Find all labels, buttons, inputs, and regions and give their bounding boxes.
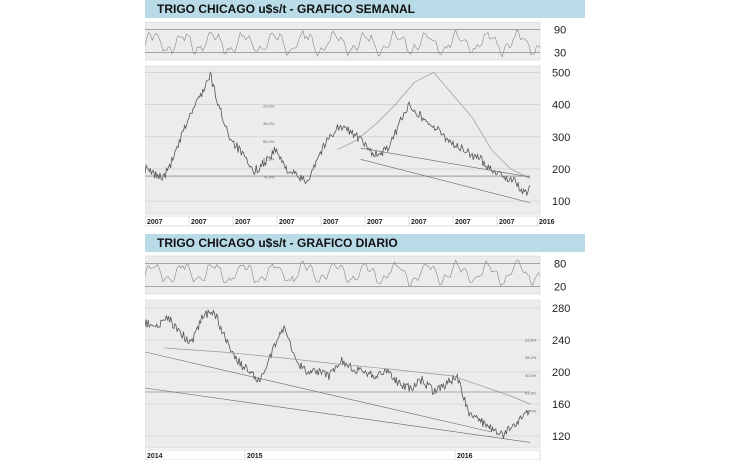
x-tick-label: 2014 <box>147 453 163 460</box>
fibonacci-level-label: 76.4% <box>263 174 275 180</box>
x-tick-label: 2016 <box>457 453 473 460</box>
oscillator-tick-label: 90 <box>554 24 567 37</box>
x-tick-label: 2007 <box>411 219 427 226</box>
weekly-chart <box>145 18 585 228</box>
oscillator-panel <box>145 22 540 60</box>
price-tick-label: 160 <box>552 399 571 411</box>
fibonacci-level-label: 76.4% <box>525 408 537 414</box>
price-tick-label: 200 <box>552 163 571 176</box>
x-tick-label: 2007 <box>279 219 295 226</box>
price-tick-label: 120 <box>552 431 571 443</box>
price-panel <box>145 300 540 448</box>
x-tick-label: 2007 <box>499 219 515 226</box>
fibonacci-level-label: 50.0% <box>525 372 537 378</box>
x-tick-label: 2007 <box>323 219 339 226</box>
oscillator-tick-label: 30 <box>554 47 567 60</box>
fibonacci-level-label: 23.6% <box>263 103 275 109</box>
fibonacci-level-label: 61.8% <box>525 390 537 396</box>
fibonacci-level-label: 50.0% <box>263 138 275 144</box>
fibonacci-level-label: 38.2% <box>263 121 275 127</box>
daily-chart <box>145 252 585 460</box>
price-tick-label: 400 <box>552 99 571 112</box>
x-tick-label: 2007 <box>367 219 383 226</box>
oscillator-tick-label: 80 <box>554 258 567 271</box>
x-tick-label: 2007 <box>191 219 207 226</box>
oscillator-tick-label: 20 <box>554 281 567 294</box>
price-panel <box>145 66 540 214</box>
price-tick-label: 100 <box>552 196 571 209</box>
x-tick-label: 2007 <box>455 219 471 226</box>
price-tick-label: 300 <box>552 131 571 144</box>
fibonacci-level-label: 61.8% <box>263 156 275 162</box>
x-tick-label: 2007 <box>147 219 163 226</box>
weekly-chart-title: TRIGO CHICAGO u$s/t - GRAFICO SEMANAL <box>145 0 585 18</box>
price-tick-label: 240 <box>552 335 571 347</box>
x-tick-label: 2015 <box>247 453 263 460</box>
x-tick-label: 2016 <box>539 219 555 226</box>
price-tick-label: 280 <box>552 303 571 315</box>
daily-chart-title: TRIGO CHICAGO u$s/t - GRAFICO DIARIO <box>145 234 585 252</box>
oscillator-panel <box>145 256 540 294</box>
x-tick-label: 2007 <box>235 219 251 226</box>
fibonacci-level-label: 23.6% <box>525 337 537 343</box>
price-tick-label: 500 <box>552 67 571 80</box>
price-tick-label: 200 <box>552 367 571 379</box>
x-axis-strip <box>145 450 540 460</box>
fibonacci-level-label: 38.2% <box>525 355 537 361</box>
